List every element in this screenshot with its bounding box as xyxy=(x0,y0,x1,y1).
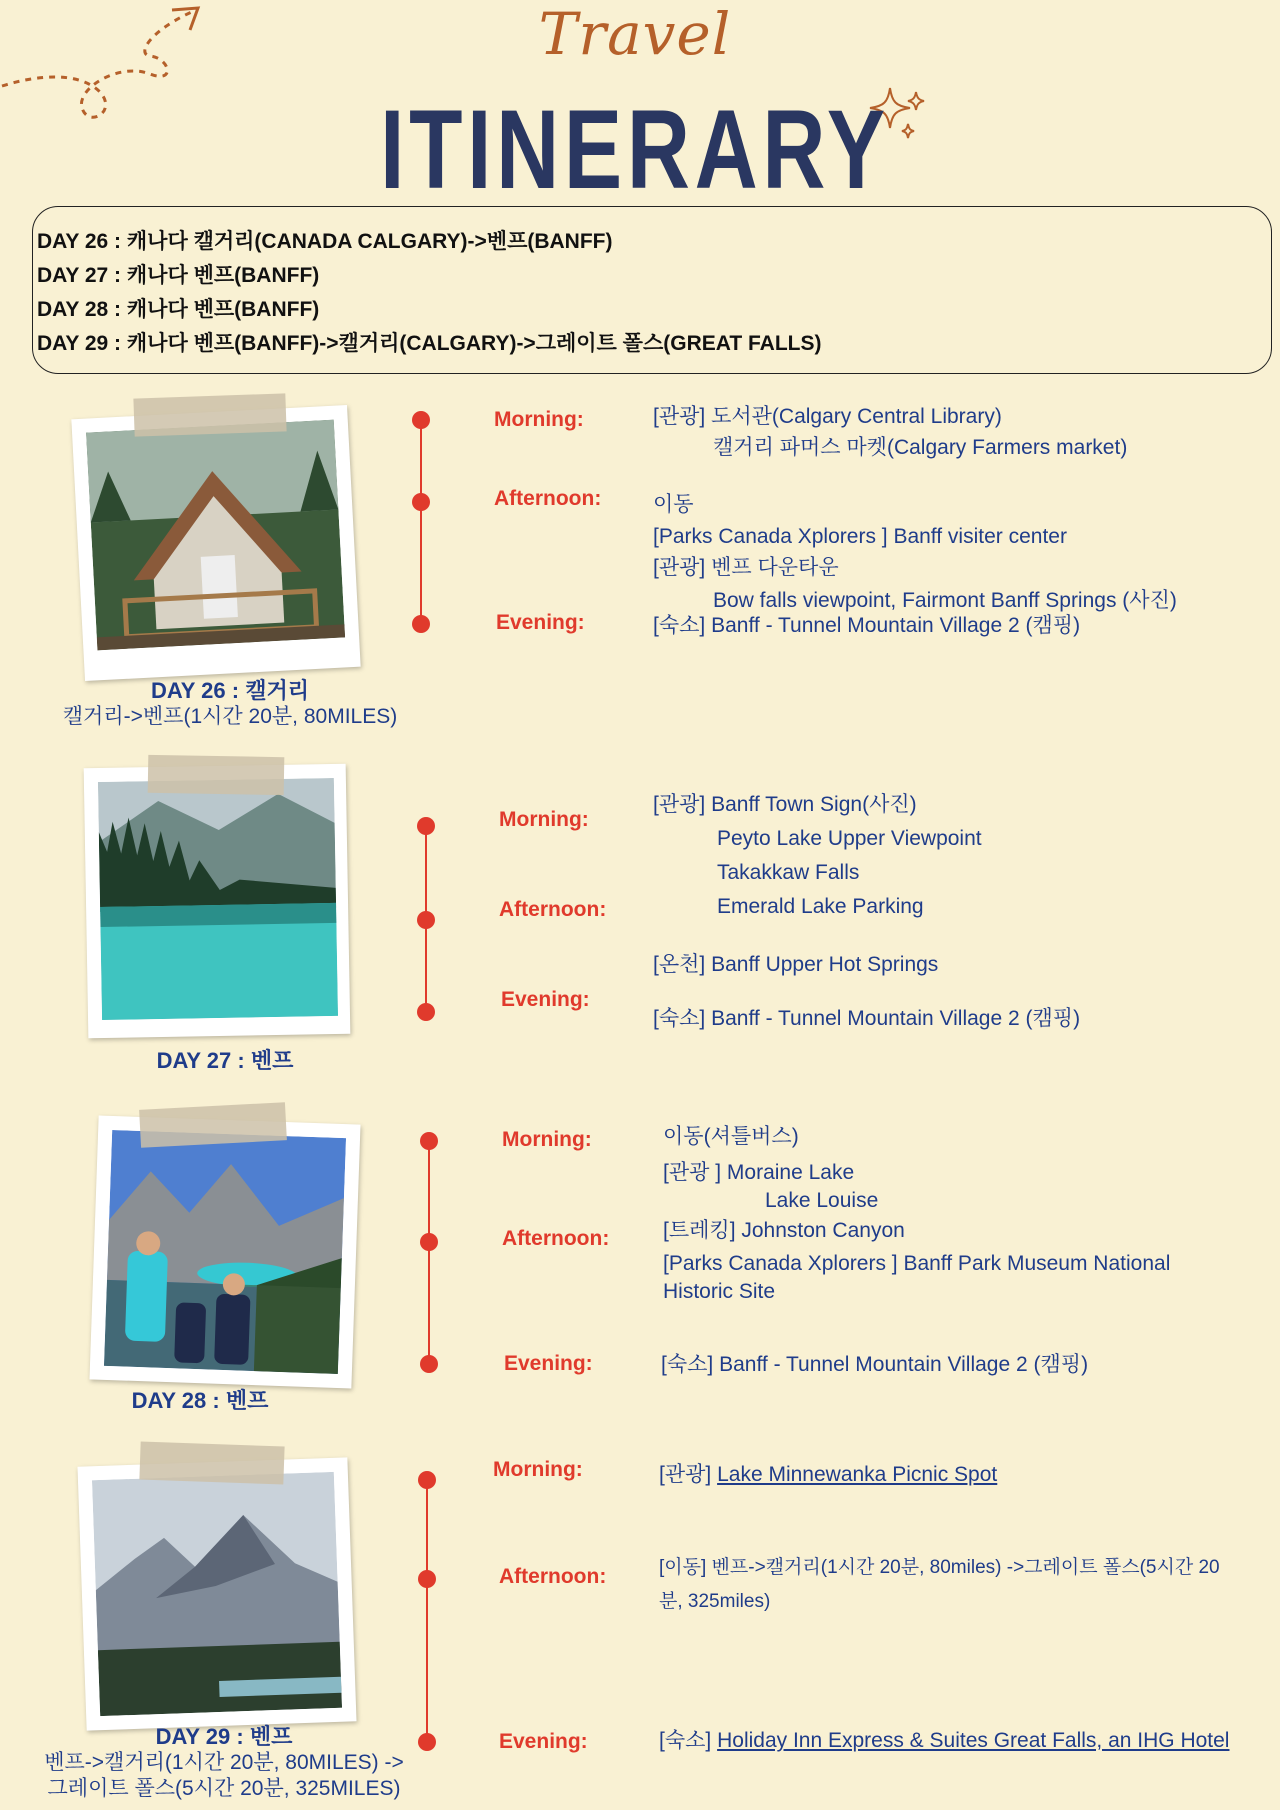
day27-activity-2: Peyto Lake Upper Viewpoint xyxy=(717,827,982,850)
day28-timeline xyxy=(428,1142,430,1364)
day28-activity-6: Historic Site xyxy=(663,1280,776,1303)
day28-photo xyxy=(89,1116,360,1389)
day26-activity-3: 이동 xyxy=(653,493,694,516)
summary-day-27: DAY 27 : 캐나다 벤프(BANFF) xyxy=(37,264,320,287)
day29-timeline xyxy=(426,1480,428,1742)
day26-timeline xyxy=(420,420,422,624)
day28-label xyxy=(30,1388,370,1414)
day29-tape xyxy=(139,1441,284,1484)
day28-tape xyxy=(139,1102,287,1148)
cabin-image xyxy=(86,420,345,651)
day27-activity-1: [관광] Banff Town Sign(사진) xyxy=(653,793,917,816)
day26-morning-label: Morning: xyxy=(494,408,584,431)
day26-photo xyxy=(71,405,360,681)
day26-evening-dot xyxy=(412,615,430,633)
day27-evening-dot xyxy=(417,1003,435,1021)
day27-morning-dot xyxy=(417,817,435,835)
day27-label xyxy=(40,1048,410,1074)
day28-morning-dot xyxy=(420,1132,438,1150)
day29-morning-prefix: [관광] xyxy=(659,1463,712,1486)
day27-activity-3: Takakkaw Falls xyxy=(717,861,860,884)
mountain-image xyxy=(92,1472,342,1716)
day28-morning-label: Morning: xyxy=(502,1128,592,1151)
day28-afternoon-label: Afternoon: xyxy=(502,1227,610,1250)
holiday-inn-link[interactable]: Holiday Inn Express & Suites Great Falls, an IHG Hotel xyxy=(717,1729,1230,1752)
day28-activity-3: Lake Louise xyxy=(765,1189,879,1212)
day27-activity-4: Emerald Lake Parking xyxy=(717,895,924,918)
day28-evening-dot xyxy=(420,1355,438,1373)
day29-label xyxy=(24,1724,424,1802)
day26-activity-2: 캘거리 파머스 마켓(Calgary Farmers market) xyxy=(713,436,1128,459)
lake-image xyxy=(98,778,338,1020)
day26-label xyxy=(30,678,430,730)
day26-title: DAY 26 : 캘거리 xyxy=(151,678,309,703)
day29-evening-dot xyxy=(418,1733,436,1751)
day27-afternoon-label: Afternoon: xyxy=(499,898,607,921)
lake-minnewanka-link[interactable]: Lake Minnewanka Picnic Spot xyxy=(717,1463,998,1486)
day26-subtitle: 캘거리->벤프(1시간 20분, 80MILES) xyxy=(62,705,398,728)
day26-activity-1: [관광] 도서관(Calgary Central Library) xyxy=(653,405,1002,428)
day29-evening-activity xyxy=(659,1728,1280,1754)
day29-evening-prefix: [숙소] xyxy=(659,1729,712,1752)
day29-morning-label: Morning: xyxy=(493,1458,583,1481)
day28-title: DAY 28 : 벤프 xyxy=(131,1388,269,1413)
day26-activity-6: Bow falls viewpoint, Fairmont Banff Springs (사진) xyxy=(713,589,1177,612)
day27-evening-label: Evening: xyxy=(501,988,590,1011)
day29-afternoon-dot xyxy=(418,1570,436,1588)
day29-morning-activity xyxy=(659,1462,997,1488)
header-title-script: Travel xyxy=(538,0,732,68)
day29-morning-dot xyxy=(418,1471,436,1489)
day26-afternoon-dot xyxy=(412,493,430,511)
day29-afternoon-label: Afternoon: xyxy=(499,1565,607,1588)
day26-activity-7: [숙소] Banff - Tunnel Mountain Village 2 (캠핑) xyxy=(653,614,1081,637)
day29-afternoon-line1: [이동] 벤프->캘거리(1시간 20분, 80miles) ->그레이트 폴스(5시간 20 xyxy=(659,1557,1220,1578)
day28-activity-2: [관광 ] Moraine Lake xyxy=(663,1161,855,1184)
day28-activity-5: [Parks Canada Xplorers ] Banff Park Museum National xyxy=(663,1252,1171,1275)
day28-evening-label: Evening: xyxy=(504,1352,593,1375)
family-lake-image xyxy=(104,1130,346,1374)
day29-subtitle-line1: 벤프->캘거리(1시간 20분, 80MILES) -> xyxy=(44,1751,404,1774)
summary-day-28: DAY 28 : 캐나다 벤프(BANFF) xyxy=(37,298,320,321)
summary-day-29: DAY 29 : 캐나다 벤프(BANFF)->캘거리(CALGARY)->그레이트 폴스(GREAT FALLS) xyxy=(37,332,822,355)
day27-tape xyxy=(148,755,285,795)
day26-tape xyxy=(133,393,286,436)
day29-title: DAY 29 : 벤프 xyxy=(155,1724,293,1749)
day26-morning-dot xyxy=(412,411,430,429)
day27-photo xyxy=(84,764,351,1039)
day27-title: DAY 27 : 벤프 xyxy=(156,1048,294,1073)
day29-subtitle-line2: 그레이트 폴스(5시간 20분, 325MILES) xyxy=(47,1777,401,1800)
day28-activity-7: [숙소] Banff - Tunnel Mountain Village 2 (캠핑) xyxy=(661,1353,1089,1376)
day27-activity-5: [온천] Banff Upper Hot Springs xyxy=(653,953,939,976)
itinerary-summary xyxy=(32,206,1272,374)
day27-morning-label: Morning: xyxy=(499,808,589,831)
day26-activity-5: [관광] 벤프 다운타운 xyxy=(653,556,839,579)
day28-activity-4: [트레킹] Johnston Canyon xyxy=(663,1219,905,1242)
day28-activity-1: 이동(셔틀버스) xyxy=(663,1125,799,1148)
day28-afternoon-dot xyxy=(420,1233,438,1251)
day29-afternoon-line2: 분, 325miles) xyxy=(659,1591,771,1612)
header-title-main: ITINERARY xyxy=(380,87,890,212)
day29-photo xyxy=(77,1457,356,1730)
day26-afternoon-label: Afternoon: xyxy=(494,487,602,510)
day29-evening-label: Evening: xyxy=(499,1730,588,1753)
day26-activity-4: [Parks Canada Xplorers ] Banff visiter center xyxy=(653,525,1067,548)
day27-activity-6: [숙소] Banff - Tunnel Mountain Village 2 (캠핑) xyxy=(653,1007,1081,1030)
summary-day-26: DAY 26 : 캐나다 캘거리(CANADA CALGARY)->벤프(BANFF) xyxy=(37,230,613,253)
day26-evening-label: Evening: xyxy=(496,611,585,634)
day27-afternoon-dot xyxy=(417,911,435,929)
